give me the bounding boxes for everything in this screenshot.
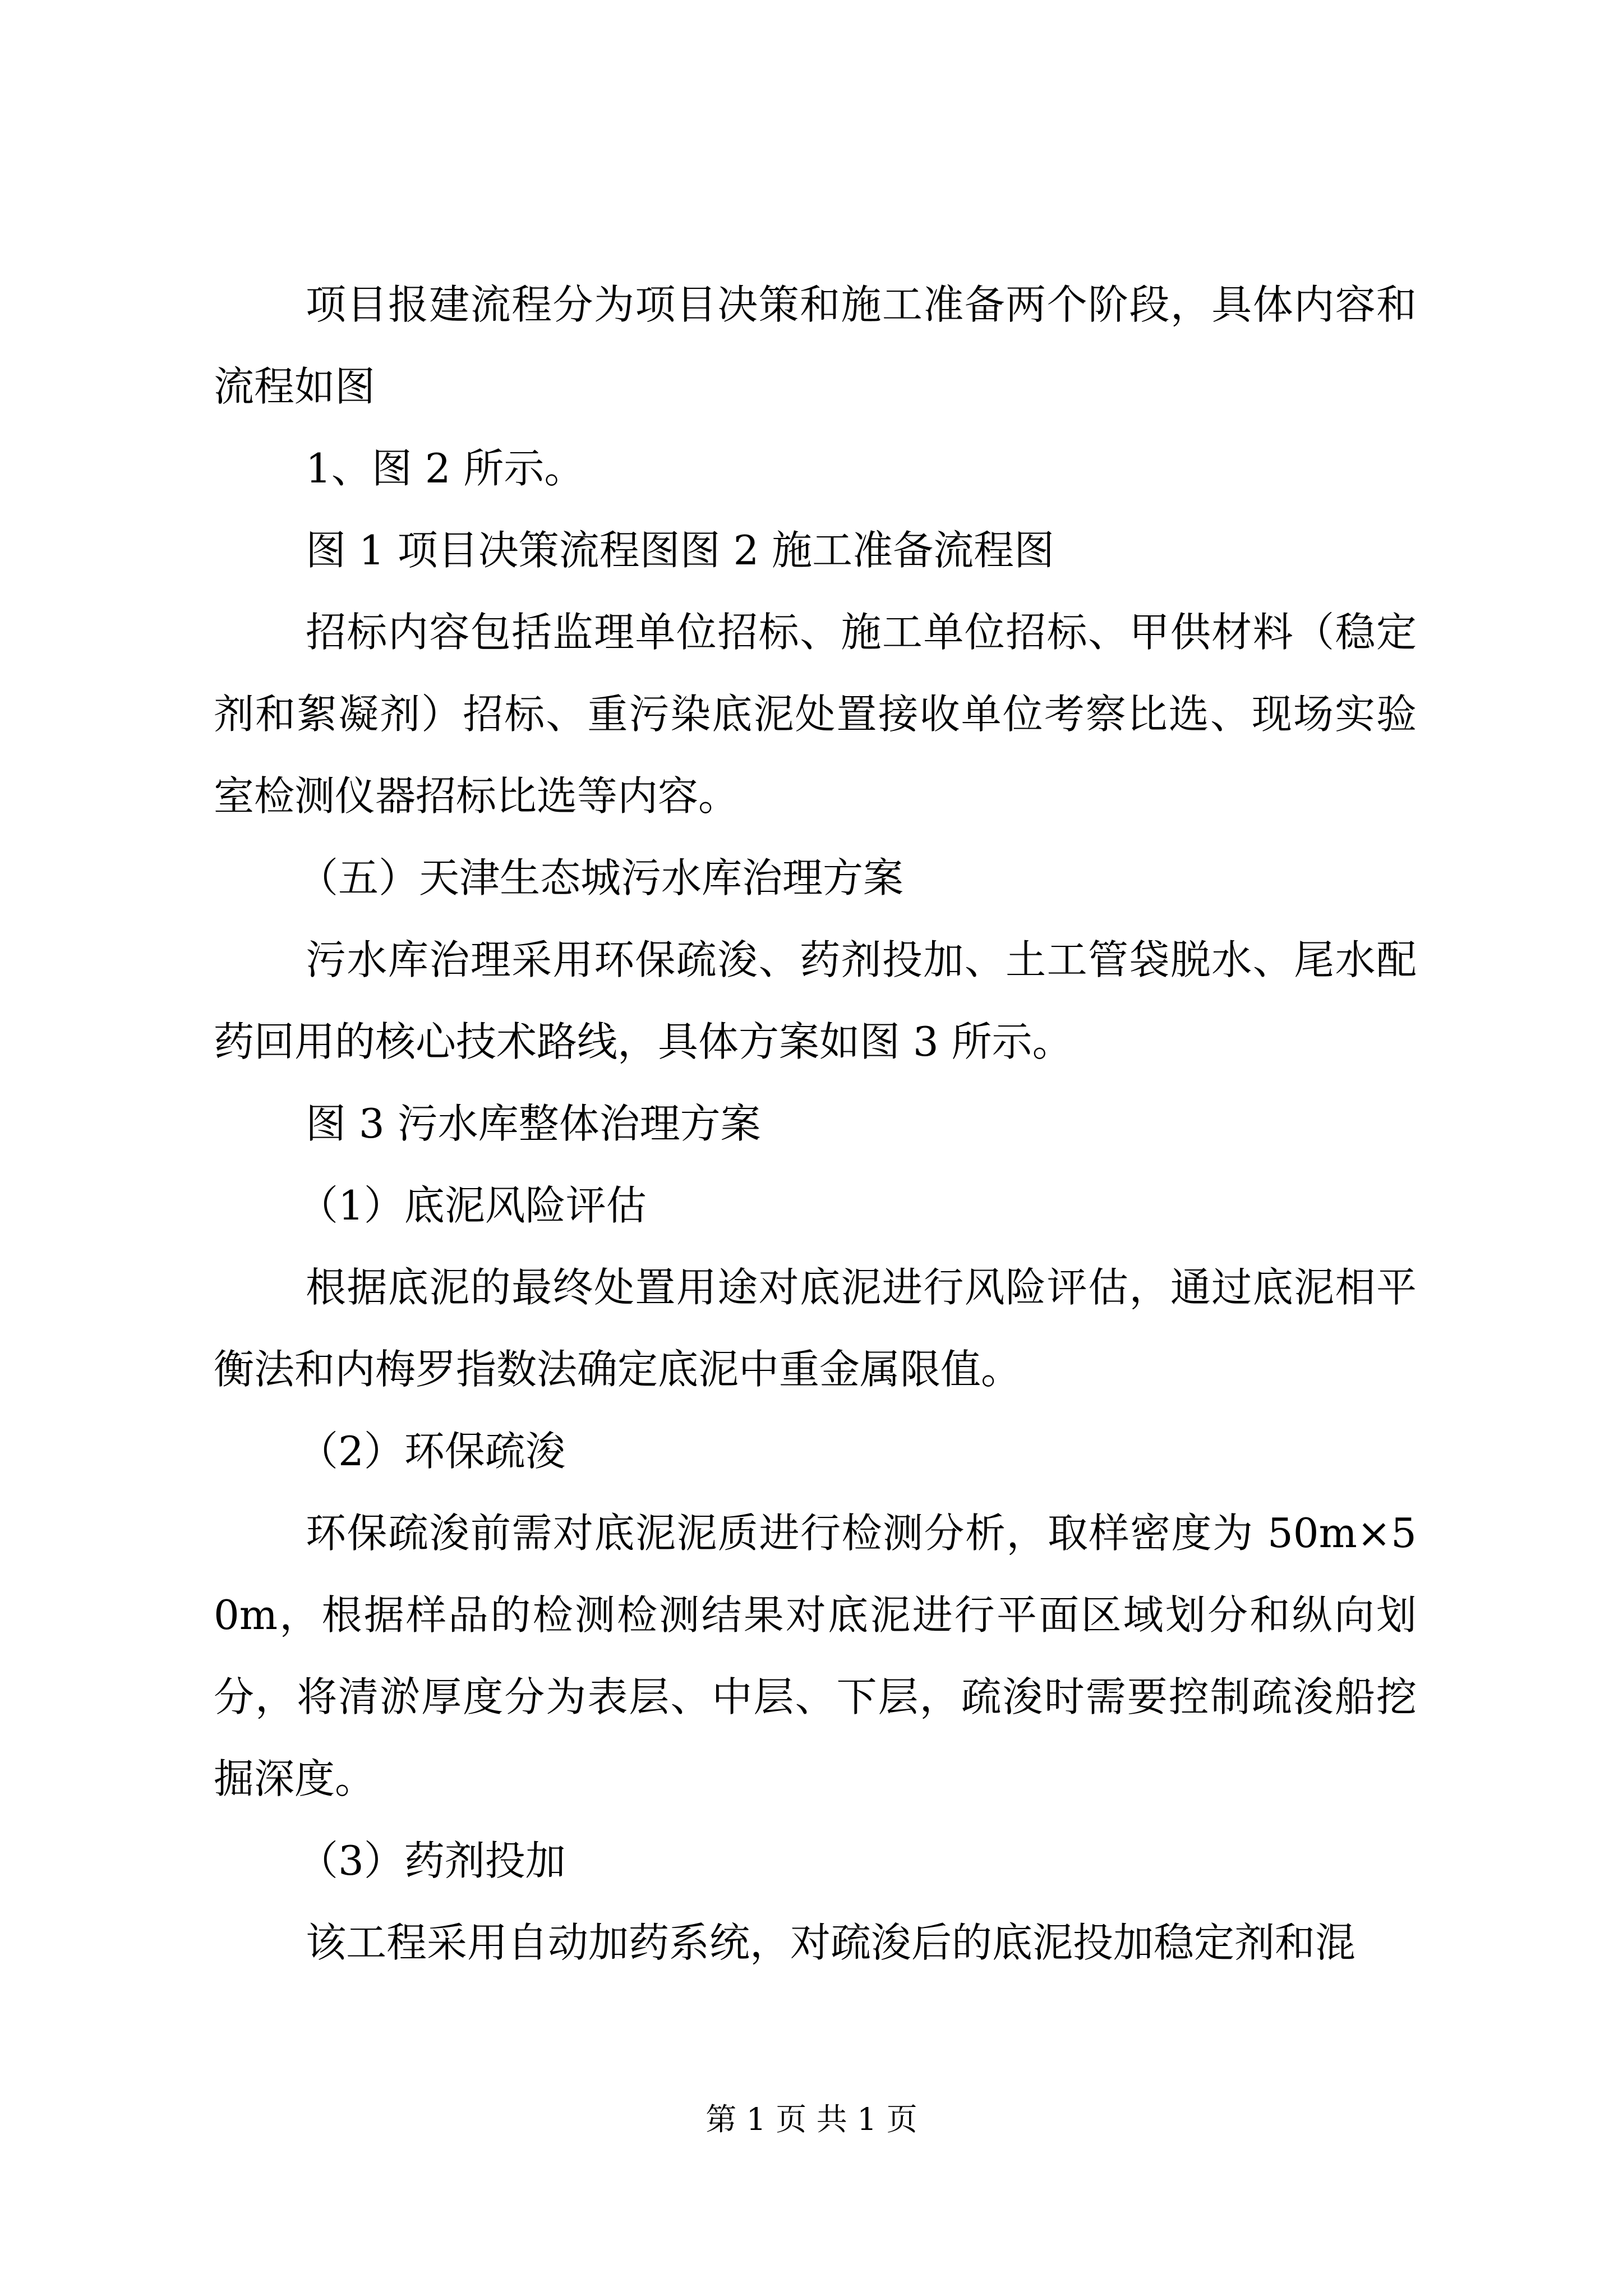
paragraph-treatment-route: 污水库治理采用环保疏浚、药剂投加、土工管袋脱水、尾水配药回用的核心技术路线，具体方案如图 3 所示。 — [214, 936, 1417, 1065]
paragraph-risk-assessment: 根据底泥的最终处置用途对底泥进行风险评估，通过底泥相平衡法和内梅罗指数法确定底泥中重金属限值。 — [214, 1264, 1417, 1393]
subsection-heading-1: （1）底泥风险评估 — [298, 1182, 647, 1229]
subsection-heading-2: （2）环保疏浚 — [298, 1428, 566, 1475]
paragraph-figure-reference: 1、图 2 所示。 — [306, 445, 585, 492]
figure-caption-3: 图 3 污水库整体治理方案 — [306, 1100, 761, 1147]
paragraph-project-process: 项目报建流程分为项目决策和施工准备两个阶段，具体内容和流程如图 — [214, 281, 1417, 410]
section-heading-5: （五）天津生态城污水库治理方案 — [298, 854, 904, 901]
paragraph-bidding-content: 招标内容包括监理单位招标、施工单位招标、甲供材料（稳定剂和絮凝剂）招标、重污染底泥处置接收单位考察比选、现场实验室检测仪器招标比选等内容。 — [214, 609, 1417, 820]
document-body — [214, 264, 1417, 1984]
figure-caption-1-2: 图 1 项目决策流程图图 2 施工准备流程图 — [306, 527, 1055, 574]
subsection-heading-3: （3）药剂投加 — [298, 1837, 566, 1884]
paragraph-dredging: 环保疏浚前需对底泥泥质进行检测分析，取样密度为 50m×50m，根据样品的检测检测结果对底泥进行平面区域划分和纵向划分，将清淤厚度分为表层、中层、下层，疏浚时需要控制疏浚船挖掘深度。 — [214, 1510, 1417, 1802]
paragraph-dosing: 该工程采用自动加药系统，对疏浚后的底泥投加稳定剂和混 — [306, 1919, 1356, 1966]
page-footer: 第 1 页 共 1 页 — [706, 2101, 917, 2137]
